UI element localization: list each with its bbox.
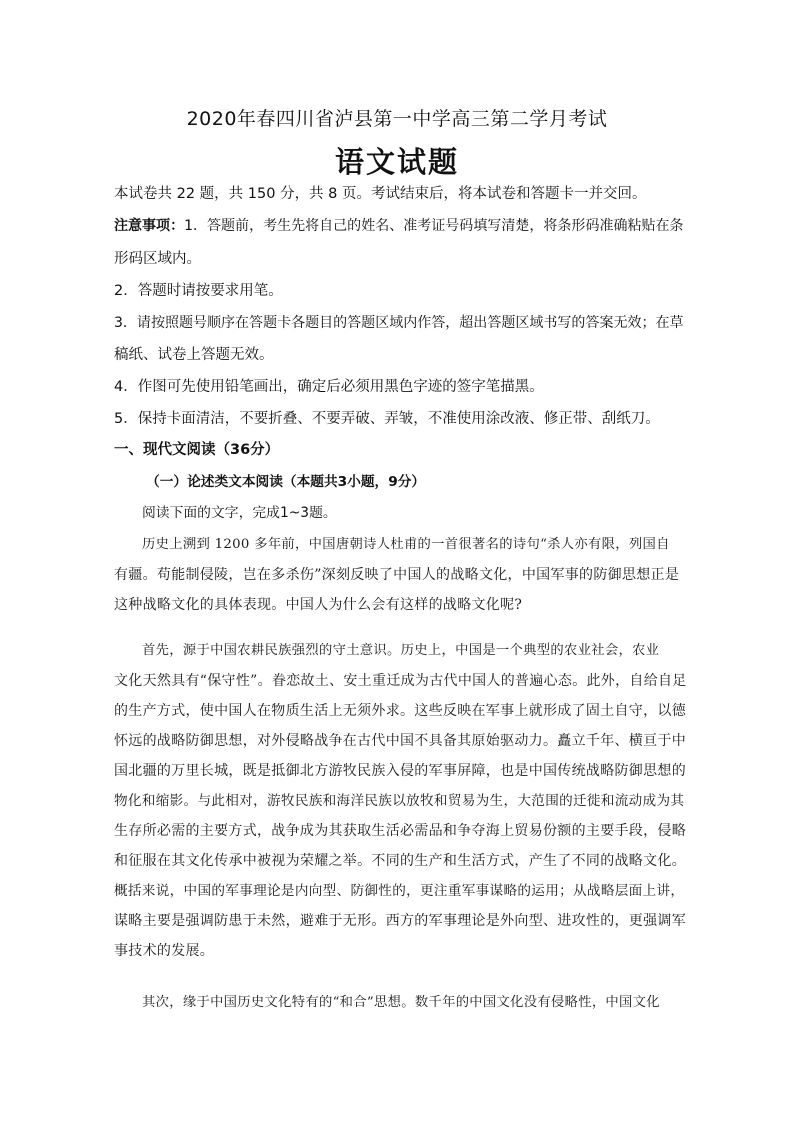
passage-p2-line-5: 国北疆的万里长城，既是抵御北方游牧民族入侵的军事屏障，也是中国传统战略防御思想的: [114, 763, 686, 779]
passage-p2-line-6: 物化和缩影。与此相对，游牧民族和海洋民族以放牧和贸易为生，大范围的迁徙和流动成为其: [114, 793, 685, 809]
passage-p1-line-1: 历史上溯到 1200 多年前，中国唐朝诗人杜甫的一首很著名的诗句“杀人亦有限，列国自: [142, 537, 670, 552]
passage-p3-line-1: 其次，缘于中国历史文化特有的“和合”思想。数千年的中国文化没有侵略性，中国文化: [142, 995, 660, 1010]
notice-item-3-a: 3．请按照题号顺序在答题卡各题目的答题区域内作答，超出答题区域书写的答案无效；在草: [114, 315, 684, 331]
exam-intro: 本试卷共 22 题，共 150 分，共 8 页。考试结束后，将本试卷和答题卡一并交回。: [114, 186, 647, 202]
notice-item-1: [114, 216, 684, 236]
notice-item-1-text-a: 1．答题前，考生先将自己的姓名、准考证号码填写清楚，将条形码准确粘贴在条: [184, 218, 684, 234]
section-subheading: （一）论述类文本阅读（本题共3小题，9分）: [146, 474, 426, 490]
passage-p2-line-2: 文化天然具有“保守性”。眷恋故土、安土重迁成为古代中国人的普遍心态。此外，自给自足: [114, 673, 687, 689]
section-heading: 一、现代文阅读（36分）: [114, 442, 280, 458]
notice-label: 注意事项：: [114, 218, 185, 234]
subject-title: 语文试题: [334, 145, 459, 179]
passage-p2-line-3: 的生产方式，使中国人在物质生活上无须外求。这些反映在军事上就形成了固土自守，以德: [114, 703, 686, 719]
exam-title: 2020年春四川省泸县第一中学高三第二学月考试: [186, 108, 608, 130]
passage-p2-line-4: 怀远的战略防御思想，对外侵略战争在古代中国不具备其原始驱动力。矗立千年、横亘于中: [114, 733, 686, 749]
notice-item-3-b: 稿纸、试卷上答题无效。: [114, 347, 274, 363]
passage-p2-line-1: 首先，源于中国农耕民族强烈的守土意识。历史上，中国是一个典型的农业社会，农业: [142, 643, 660, 658]
passage-p2-line-10: 谋略主要是强调防患于未然，避难于无形。西方的军事理论是外向型、进攻性的，更强调军: [114, 913, 686, 929]
notice-item-5: 5．保持卡面清洁，不要折叠、不要弄破、弄皱，不准使用涂改液、修正带、刮纸刀。: [114, 411, 660, 427]
passage-p2-line-8: 和征服在其文化传承中被视为荣耀之举。不同的生产和生活方式，产生了不同的战略文化。: [114, 853, 686, 869]
passage-p1-line-3: 这种战略文化的具体表现。中国人为什么会有这样的战略文化呢?: [114, 597, 523, 613]
passage-p2-line-11: 事技术的发展。: [114, 943, 215, 959]
notice-item-4: 4．作图可先使用铅笔画出，确定后必须用黑色字迹的签字笔描黑。: [114, 379, 544, 395]
passage-p2-line-7: 生存所必需的主要方式，战争成为其获取生活必需品和争夺海上贸易份额的主要手段，侵略: [114, 823, 686, 839]
passage-p2-line-9: 概括来说，中国的军事理论是内向型、防御性的，更注重军事谋略的运用；从战略层面上讲，: [114, 883, 685, 899]
reading-direction: 阅读下面的文字，完成1~3题。: [142, 505, 337, 521]
notice-item-1-text-b: 形码区域内。: [114, 251, 201, 267]
notice-item-2: 2．答题时请按要求用笔。: [114, 283, 283, 299]
passage-p1-line-2: 有疆。苟能制侵陵，岂在多杀伤”深刻反映了中国人的战略文化，中国军事的防御思想正是: [114, 567, 680, 583]
